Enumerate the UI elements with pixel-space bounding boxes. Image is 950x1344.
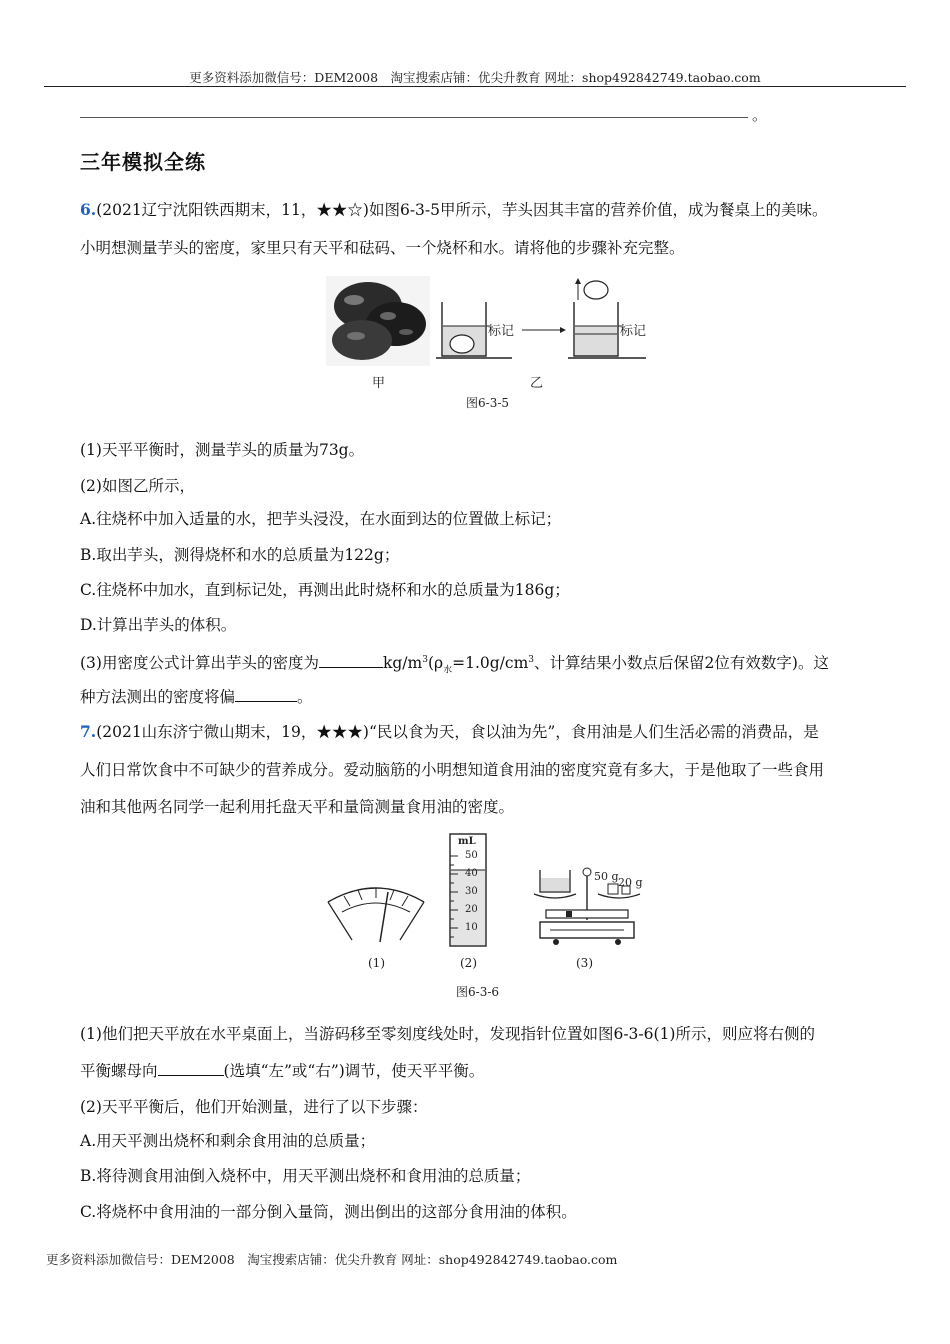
fig636-label-1: (1) <box>368 956 385 970</box>
section-title: 三年模拟全练 <box>80 150 206 174</box>
q7-intro-line-2: 人们日常饮食中不可缺少的营养成分。爱动脑筋的小明想知道食用油的密度究竟有多大，于是他取了一些食用 <box>80 761 825 779</box>
cylinder-unit: mL <box>458 836 476 847</box>
taro-photo <box>326 276 430 366</box>
fig635-mark-1: 标记 <box>488 324 515 339</box>
q7-step-c: C.将烧杯中食用油的一部分倒入量筒，测出倒出的这部分食用油的体积。 <box>80 1203 577 1221</box>
fig636-caption: 图6-3-6 <box>456 985 500 999</box>
fig636-label-3: (3) <box>576 956 593 970</box>
pointer-scale <box>324 880 428 944</box>
cylinder-tick-30: 30 <box>465 886 478 897</box>
q7-step-2: (2)天平平衡后，他们开始测量，进行了以下步骤： <box>80 1098 428 1116</box>
fig635-label-right: 乙 <box>530 376 544 391</box>
q7-step-b: B.将待测食用油倒入烧杯中，用天平测出烧杯和食用油的总质量； <box>80 1167 531 1185</box>
q6-step-2: (2)如图乙所示， <box>80 477 195 495</box>
q6-step-c: C.往烧杯中加水，直到标记处，再测出此时烧杯和水的总质量为186g； <box>80 581 570 599</box>
q7-step-a: A.用天平测出烧杯和剩余食用油的总质量； <box>80 1132 376 1150</box>
weight-label-20g: 20 g <box>618 876 643 889</box>
q7-direction-blank[interactable] <box>158 1061 224 1076</box>
q6-step-3-line-2: 种方法测出的密度将偏 。 <box>80 688 313 706</box>
cylinder-tick-50: 50 <box>465 850 478 861</box>
q7-intro-line-3: 油和其他两名同学一起利用托盘天平和量筒测量食用油的密度。 <box>80 798 515 816</box>
cylinder-tick-40: 40 <box>465 868 478 879</box>
q6-intro-line-1: 6.(2021辽宁沈阳铁西期末，11，★★☆)如图6-3-5甲所示，芋头因其丰富的营养价值，成为餐桌上的美味。 <box>80 200 828 219</box>
answer-line-end: 。 <box>752 106 768 124</box>
fig635-label-left: 甲 <box>372 376 386 391</box>
weight-label-50g: 50 g <box>594 870 619 883</box>
page-header: 更多资料添加微信号：DEM2008 淘宝搜索店铺：优尖升教育 网址：shop492842749.taobao.com <box>189 70 761 85</box>
q7-intro-line-1: 7.(2021山东济宁微山期末，19，★★★)“民以食为天，食以油为先”，食用油是人们生活必需的消费品，是 <box>80 722 819 741</box>
q6-density-blank[interactable] <box>319 653 383 668</box>
q6-step-d: D.计算出芋头的体积。 <box>80 616 237 634</box>
pointer-scale-svg <box>324 880 428 944</box>
balance-diagram <box>530 862 644 946</box>
taro-photo-illustration <box>326 276 430 366</box>
q6-number: 6. <box>80 200 97 219</box>
q7-step-1-line-1: (1)他们把天平放在水平桌面上，当游码移至零刻度线处时，发现指针位置如图6-3-6(1)所示，则应将右侧的 <box>80 1025 815 1043</box>
cylinder-tick-20: 20 <box>465 904 478 915</box>
cylinder-tick-10: 10 <box>465 922 478 933</box>
q6-step-a: A.往烧杯中加入适量的水，把芋头浸没，在水面到达的位置做上标记； <box>80 510 562 528</box>
q7-number: 7. <box>80 722 97 741</box>
q6-bias-blank[interactable] <box>235 687 297 702</box>
q6-step-3-line-1: (3)用密度公式计算出芋头的密度为 $kg/m^3(\rho_水=1.0g/cm^3$、计算结果小数点后保留2位有效数字)。这 <box>80 654 829 676</box>
page-footer: 更多资料添加微信号：DEM2008 淘宝搜索店铺：优尖升教育 网址：shop492842749.taobao.com <box>46 1252 618 1267</box>
header-divider <box>44 86 906 87</box>
q6-step-b: B.取出芋头，测得烧杯和水的总质量为122g； <box>80 546 400 564</box>
balance-diagram-svg <box>530 862 644 946</box>
answer-line <box>80 117 748 118</box>
fig635-mark-2: 标记 <box>620 324 647 339</box>
q6-intro-line-2: 小明想测量芋头的密度，家里只有天平和砝码、一个烧杯和水。请将他的步骤补充完整。 <box>80 239 685 257</box>
fig636-label-2: (2) <box>460 956 477 970</box>
fig635-caption: 图6-3-5 <box>466 396 510 410</box>
q6-step-1: (1)天平平衡时，测量芋头的质量为73g。 <box>80 441 365 459</box>
q7-step-1-line-2: 平衡螺母向 (选填“左”或“右”)调节，使天平平衡。 <box>80 1062 485 1080</box>
